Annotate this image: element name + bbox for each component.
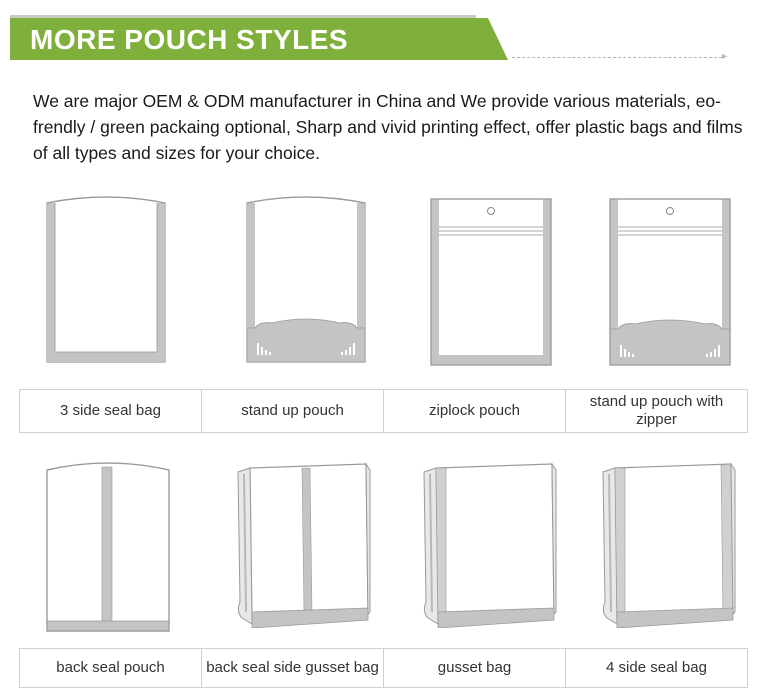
pouch-label: back seal side gusset bag — [202, 649, 384, 687]
pouch-labels-row-1 — [19, 389, 748, 433]
pouch-label: stand up pouch with zipper — [589, 393, 724, 428]
intro-paragraph: We are major OEM & ODM manufacturer in China and We provide various materials, eo-frendly / green packaing optional, Sharp and vivid printing effect, offer plastic bags and films of all types and sizes for your choice. — [33, 91, 743, 163]
arrow-right-icon: ▸ — [722, 51, 728, 62]
stand-up-pouch-icon — [244, 193, 368, 365]
ziplock-pouch-icon — [429, 197, 553, 367]
back-seal-side-gusset-bag-icon — [234, 462, 372, 628]
pouch-label: 4 side seal bag — [606, 659, 707, 676]
pouch-labels-row-2 — [19, 648, 748, 688]
three-side-seal-bag-icon — [44, 193, 168, 365]
section-title: MORE POUCH STYLES — [30, 24, 349, 55]
header-dashed-line — [512, 57, 722, 58]
pouch-label: 3 side seal bag — [20, 390, 202, 432]
four-side-seal-bag-icon — [599, 462, 737, 628]
pouch-label: back seal pouch — [20, 649, 202, 687]
pouch-label: gusset bag — [384, 649, 566, 687]
back-seal-pouch-icon — [44, 458, 172, 634]
pouch-label: ziplock pouch — [384, 390, 566, 432]
pouch-label: stand up pouch — [202, 390, 384, 432]
header-top-rule — [10, 15, 476, 18]
gusset-bag-icon — [420, 462, 558, 628]
stand-up-pouch-zipper-icon — [608, 197, 732, 367]
